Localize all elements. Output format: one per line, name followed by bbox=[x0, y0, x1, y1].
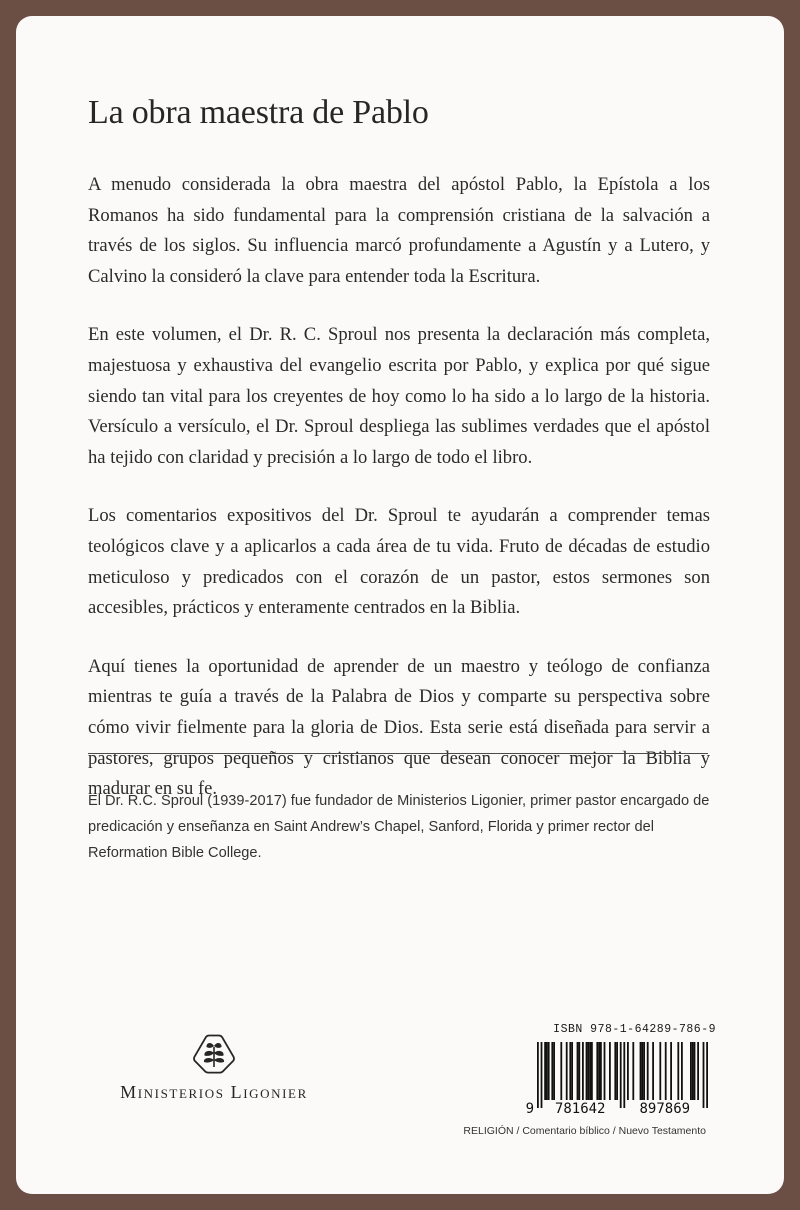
barcode-bar bbox=[596, 1042, 598, 1100]
category-label: RELIGIÓN / Comentario bíblico / Nuevo Testamento bbox=[463, 1125, 706, 1137]
barcode-bar bbox=[647, 1042, 649, 1100]
barcode-bar bbox=[571, 1042, 573, 1100]
back-cover bbox=[16, 16, 784, 1194]
barcode-digit-lead: 9 bbox=[525, 1101, 534, 1114]
synopsis-paragraph-3: Los comentarios expositivos del Dr. Sproul te ayudarán a comprender temas teológicos clave y a aplicarlos a cada área de tu vida. Fruto de décadas de estudio meticuloso y predicados con el corazón de un pastor, estos sermones son accesibles, prácticos y enteramente centrados en la Biblia. bbox=[88, 505, 710, 619]
synopsis-paragraph-1: A menudo considerada la obra maestra del apóstol Pablo, la Epístola a los Romanos ha sido fundamental para la comprensión cristiana de la salvación a través de los siglos. Su influencia marcó profundamente a Agustín y a Lutero, y Calvino la consideró la clave para entender toda la Escritura. bbox=[88, 174, 710, 287]
barcode-bar bbox=[589, 1042, 591, 1100]
barcode-bar bbox=[706, 1042, 708, 1108]
barcode-bar bbox=[578, 1042, 580, 1100]
barcode-bar bbox=[616, 1042, 618, 1100]
barcode-bar bbox=[577, 1042, 579, 1100]
barcode-bar bbox=[541, 1042, 543, 1108]
barcode-bar bbox=[537, 1042, 539, 1108]
barcode-bar bbox=[586, 1042, 588, 1100]
barcode-bar bbox=[632, 1042, 634, 1100]
barcode-bar bbox=[582, 1042, 584, 1100]
barcode-bar bbox=[665, 1042, 667, 1100]
barcode-bar bbox=[697, 1042, 699, 1100]
section-divider bbox=[88, 753, 708, 754]
barcode-bar bbox=[677, 1042, 679, 1100]
isbn-label: ISBN 978-1-64289-786-9 bbox=[553, 1023, 716, 1036]
barcode-bar bbox=[694, 1042, 696, 1100]
barcode-bar bbox=[600, 1042, 602, 1100]
barcode-bar bbox=[692, 1042, 694, 1100]
barcode-bar bbox=[598, 1042, 600, 1100]
barcode-bar bbox=[659, 1042, 661, 1100]
barcode-bar bbox=[551, 1042, 553, 1100]
publisher-logo bbox=[88, 1034, 340, 1106]
barcode-bar bbox=[641, 1042, 643, 1100]
synopsis bbox=[88, 170, 710, 833]
barcode-bar bbox=[591, 1042, 593, 1100]
barcode-bar bbox=[640, 1042, 642, 1100]
book-title: La obra maestra de Pablo bbox=[88, 94, 429, 131]
barcode-bar bbox=[546, 1042, 548, 1100]
barcode-bar bbox=[627, 1042, 629, 1100]
barcode-bar bbox=[620, 1042, 622, 1108]
barcode-bar bbox=[703, 1042, 705, 1108]
tree-shield-icon bbox=[192, 1034, 236, 1074]
barcode-bar bbox=[587, 1042, 589, 1100]
barcode-bar bbox=[548, 1042, 550, 1100]
synopsis-paragraph-2: En este volumen, el Dr. R. C. Sproul nos presenta la declaración más completa, majestuosa y exhaustiva del evangelio escrita por Pablo, y explica por qué sigue siendo tan vital para los creyentes de hoy como lo ha sido a lo largo de la historia. Versículo a versículo, el Dr. Sproul despliega las sublimes verdades que el apóstol ha tejido con claridad y precisión a lo largo de todo el libro. bbox=[88, 324, 710, 468]
barcode-bar bbox=[609, 1042, 611, 1100]
barcode-bar bbox=[670, 1042, 672, 1100]
barcode-digits-right: 897869 bbox=[639, 1101, 691, 1114]
isbn-barcode bbox=[522, 1042, 718, 1114]
author-bio: El Dr. R.C. Sproul (1939-2017) fue fundador de Ministerios Ligonier, primer pastor encargado de predicación y enseñanza en Saint Andrew’s Chapel, Sanford, Florida y primer rector del Reformation Bible College. bbox=[88, 793, 710, 861]
barcode-bar bbox=[681, 1042, 683, 1100]
barcode-bar bbox=[604, 1042, 606, 1100]
barcode-bar bbox=[614, 1042, 616, 1100]
barcode-bar bbox=[544, 1042, 546, 1100]
synopsis-paragraph-4: Aquí tienes la oportunidad de aprender de un maestro y teólogo de confianza mientras te guía a través de la Palabra de Dios y comparte su perspectiva sobre cómo vivir fielmente para la gloria de Dios. Esta serie está diseñada para servir a pastores, grupos pequeños y cristianos que desean conocer mejor la Biblia y madurar en su fe. bbox=[88, 655, 710, 800]
barcode-bar bbox=[569, 1042, 571, 1100]
barcode-digits-left: 781642 bbox=[554, 1101, 606, 1114]
barcode-bar bbox=[652, 1042, 654, 1100]
barcode-bar bbox=[690, 1042, 692, 1100]
barcode-bar bbox=[643, 1042, 645, 1100]
barcode-bar bbox=[553, 1042, 555, 1100]
barcode-bar bbox=[566, 1042, 568, 1100]
barcode-bar bbox=[560, 1042, 562, 1100]
barcode-bar bbox=[623, 1042, 625, 1108]
publisher-name: Ministerios Ligonier bbox=[120, 1082, 308, 1102]
